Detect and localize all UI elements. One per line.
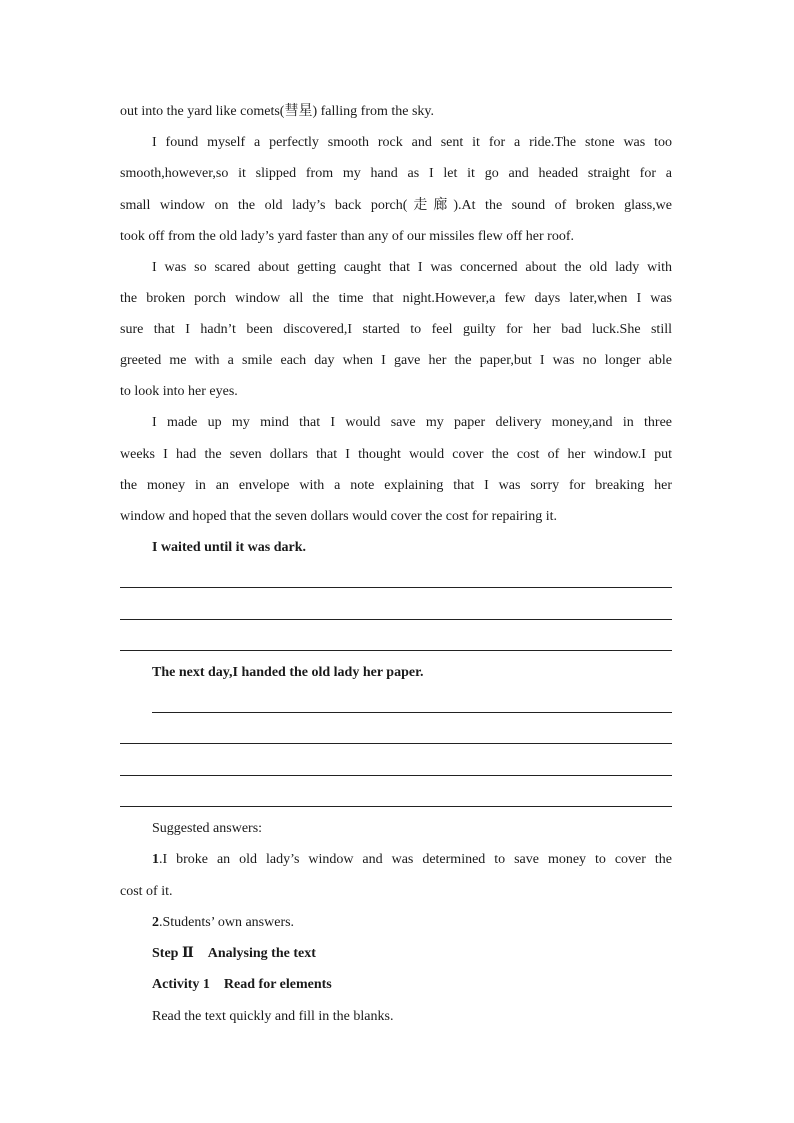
story-line: greeted me with a smile each day when I gave her the paper,but I was no longer able [120,353,672,368]
answer-blank-line[interactable] [120,775,672,776]
story-line: I made up my mind that I would save my paper delivery money,and in three [152,415,672,430]
answer-blank-line[interactable] [120,587,672,588]
answer-text: .Students’ own answers. [159,915,295,930]
suggested-answers-heading: Suggested answers: [152,821,263,836]
answer-blank-line[interactable] [120,743,672,744]
answer-one-continued: cost of it. [120,884,173,899]
step-heading: Step Ⅱ Analysing the text [152,946,316,961]
answer-number: 2 [152,915,159,930]
story-line: I found myself a perfectly smooth rock and sent it for a ride.The stone was too [152,135,672,150]
answer-one [152,850,672,870]
activity-instruction: Read the text quickly and fill in the blanks. [152,1009,394,1024]
story-line: small window on the old lady’s back porch(走廊).At the sound of broken glass,we [120,198,672,213]
answer-two [152,913,672,933]
answer-number: 1 [152,852,159,867]
story-line: I was so scared about getting caught that I was concerned about the old lady with [152,260,672,275]
story-line: took off from the old lady’s yard faster than any of our missiles flew off her roof. [120,229,574,244]
story-line: sure that I hadn’t been discovered,I started to feel guilty for her bad luck.She still [120,322,672,337]
answer-blank-line[interactable] [120,650,672,651]
story-line: to look into her eyes. [120,384,238,399]
story-line: the broken porch window all the time that night.However,a few days later,when I was [120,291,672,306]
story-line: weeks I had the seven dollars that I thought would cover the cost of her window.I put [120,447,672,462]
answer-blank-line[interactable] [120,806,672,807]
answer-blank-line[interactable] [120,619,672,620]
writing-prompt-second: The next day,I handed the old lady her paper. [152,665,424,680]
activity-heading: Activity 1 Read for elements [152,977,332,992]
story-line: smooth,however,so it slipped from my hand as I let it go and headed straight for a [120,166,672,181]
story-line: window and hoped that the seven dollars would cover the cost for repairing it. [120,509,557,524]
story-line: the money in an envelope with a note explaining that I was sorry for breaking her [120,478,672,493]
story-line: out into the yard like comets(彗星) falling from the sky. [120,104,435,119]
writing-prompt-first: I waited until it was dark. [152,540,307,555]
answer-text: .I broke an old lady’s window and was determined to save money to cover the [159,852,672,867]
answer-blank-line[interactable] [152,712,672,713]
